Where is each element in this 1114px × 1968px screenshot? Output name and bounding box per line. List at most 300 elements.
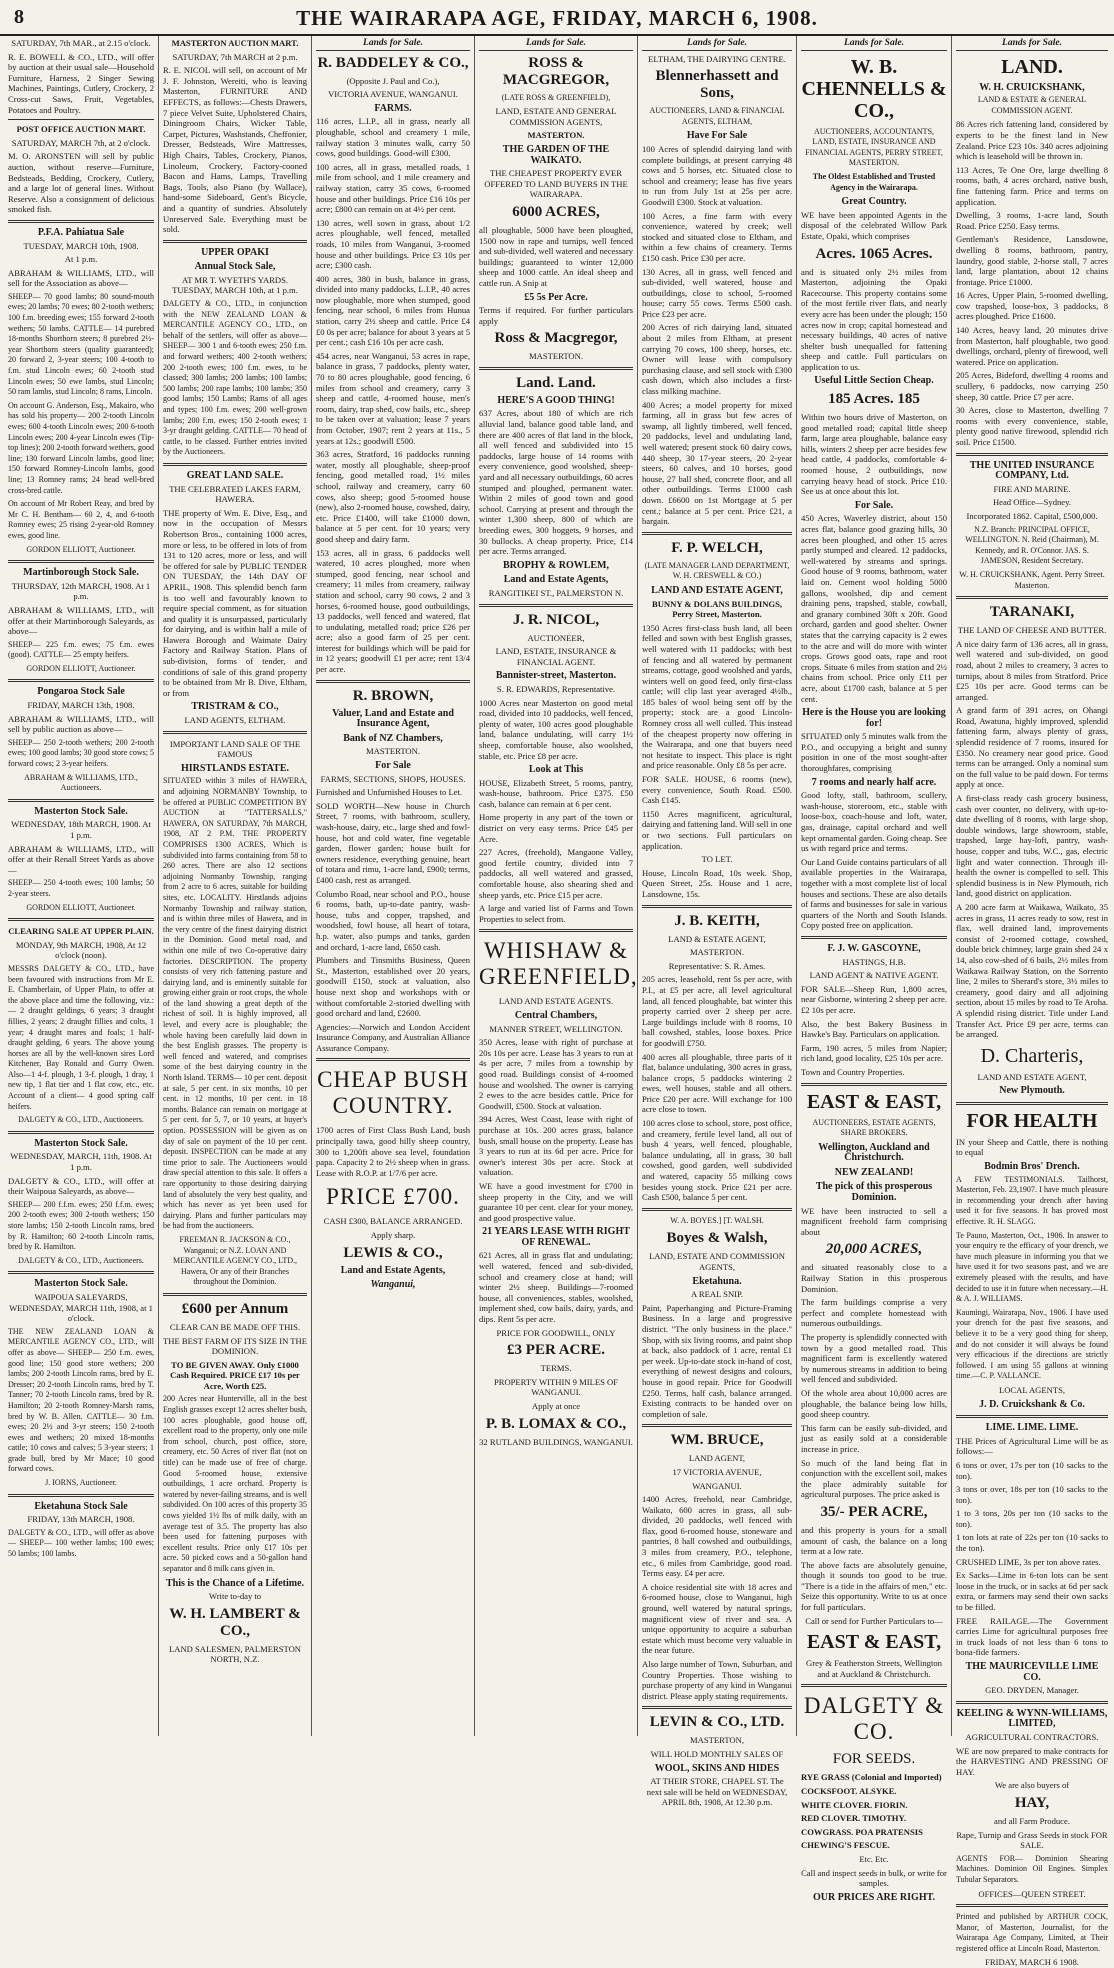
listing: 205 Acres, Bideford, dwelling 4 rooms and scullery, 6 paddocks, now carrying 250 sheep, 30 cattle. Price £7 per acre.	[956, 370, 1108, 402]
seed-item: COWGRASS. POA PRATENSIS	[801, 1826, 923, 1837]
ad-body: Within two hours drive of Masterton, on good metalled road; capital little sheep farm, large area ploughable, balance easy hills, winters 2 sheep per acre besides few head cattle, 4 paddocks, comfortable 4-roomed house, 2 outbuildings, now carrying heavy head of stock. Price £10. See us at once about this lot.	[801, 412, 947, 497]
ad-heading: Masterton Stock Sale.	[34, 1278, 128, 1290]
listing: 100 acres, all in grass, metalled roads, 1 mile from school, and 1 mile creamery and railway station, carry 35 cows, 6-roomed house and other buildings. Price £16 10s per acre; £800 can remain on at 4½ per cent.	[316, 161, 470, 215]
ad-subheading: Bank of NZ Chambers,	[343, 732, 443, 744]
ad-subheading: BUNNY & DOLANS BUILDINGS, Perry Street, Masterton.	[651, 598, 783, 620]
ad-subheading: Annual Stock Sale,	[194, 261, 276, 273]
listing: A nice dairy farm of 136 acres, all in grass, well watered and sub-divided, on good road, about 2 miles to creamery, 3 acres to turnips, about 8 miles from Stratford. Price £25 10s per acre. Good terms can be arranged.	[956, 638, 1108, 702]
ad-subheading: Have For Sale	[686, 130, 748, 142]
seed-item: RED CLOVER. TIMOTHY.	[801, 1813, 907, 1824]
ad-subheading: LAND AGENT & NATIVE AGENT.	[809, 970, 939, 981]
listing: A grand farm of 391 acres, on Ohangi Road, Awatuna, highly improved, splendid fattening farm, always plenty of grass, splendid residence of 7 rooms, insured for £350. No creamery near good price. Good terms can be arranged. Only a nominal sum on the full value to be paid down. For terms apply at once.	[956, 705, 1108, 790]
listing: Columbo Road, near school and P.O., house 6 rooms, bath, up-to-date pantry, wash-house, tubs and copper, trapshed, and woodshed, fowl house, all heart of totara, h.p. water, also pumps and tanks, garden and orchard, 1-acre land, £650 cash.	[316, 888, 470, 952]
ad-heading: £600 per Annum	[181, 1300, 289, 1317]
ad-heading: UPPER OPAKI	[201, 246, 269, 258]
listing: Dwelling, 3 rooms, 1-acre land, South Road. Price £250. Easy terms.	[956, 210, 1108, 231]
listing: FOR SALE—Sheep Run, 1,800 acres, near Gisborne, wintering 2 sheep per acre. £2 10s per acre.	[801, 983, 947, 1015]
ad-subheading: MASTERTON,	[690, 1735, 744, 1746]
ad-date: WAIPOUA SALEYARDS, WEDNESDAY, MARCH 11th, 1908, at 1 o'clock.	[9, 1291, 153, 1324]
ad-heading: CHEAP BUSH COUNTRY.	[317, 1067, 469, 1119]
ad-heading: Land. Land.	[516, 374, 596, 391]
ad-heading: Masterton Stock Sale.	[34, 805, 128, 817]
ad-highlight: 185 Acres. 185	[828, 391, 920, 408]
ad-body: all ploughable, 5000 have been ploughed, 1500 now in rape and turnips, well fenced and sub-divided, well watered and necessary buildings; guaranteed to winter 12,000 sheep and 1000 cattle. An ideal sheep and cattle run. A Snip at	[479, 224, 633, 288]
listing: 116 acres, L.I.P., all in grass, nearly all ploughable, school and creamery 1 mile, railway station 3 minutes walk, carry 50 cows, good buildings. Good-will £300.	[316, 116, 470, 159]
ad-heading: FOR HEALTH	[966, 1109, 1098, 1132]
ad-subheading: MASTERTON.	[366, 746, 420, 757]
listing: 200 Acres of rich dairying land, situated about 2 miles from Eltham, at present carrying 70 cows, 100 sheep, horses, etc. Owner will lease with compulsory purchasing clause, and sell stock with £300 cash down, which also includes a first-class milking machine.	[642, 322, 792, 397]
ad-body: THE BEST FARM OF ITS SIZE IN THE DOMINION.	[163, 1335, 307, 1357]
ad-heading: Eketahuna Stock Sale	[34, 1500, 128, 1512]
ad-subheading: LAND & ESTATE & GENERAL COMMISSION AGENT.	[977, 95, 1087, 115]
ad-signature: GORDON ELLIOTT, Auctioneer.	[26, 902, 136, 912]
ad-subheading: FARMS.	[374, 102, 412, 114]
ad-heading: TARANAKI,	[989, 604, 1075, 621]
imprint: Printed and published by ARTHUR COCK, Manor, of Masterton, Journalist, for the Wairarapa Age Company, Limited, at Their registered office at Lincoln Road, Masterton.	[956, 1912, 1108, 1953]
section-heading: Lands for Sale.	[479, 38, 633, 51]
listing: 400 Acres; a model property for mixed farming, all in grass but few acres of swamp, all lightly timbered, well fenced, 20 paddocks, level and undulating land, well watered; present stock 60 dairy cows, 440 sheep, 30 17-year steers, 20 2-year steers, 60 calves, and 10 horses, good house, 27 ball shed, concrete floor, and all other outbuildings. Terms £1000 cash down. £6600 on 1st Mortgage at 5 per cent.; balance at 5 per cent. Price £21, a bargain.	[642, 399, 792, 527]
listing: Town and Country Properties.	[801, 1066, 905, 1077]
column-rule	[311, 36, 312, 1736]
listing: 621 Acres, all in grass flat and undulating; well watered, fenced and sub-divided, school and creamery close at hand; will winter 2½ sheep. Buildings—7-roomed house, all conveniences, stables, woolshed, implement shed, cow bails, dairy, yards, and dips. Rent 5s per acre.	[479, 1250, 633, 1325]
ad-body: THE Prices of Agricultural Lime will be as follows:—	[956, 1435, 1108, 1457]
listing: 205 acres, leasehold, rent 5s per acre, with P.I., at £5 per acre, all level agricultural land, all fenced ploughable, bat winter this property carried over 2 sheep per acre. Large buildings include with 8 rooms, 10 ball cowshed, stables, loose boxes. Price for goodwill £750.	[642, 974, 792, 1048]
listing: 363 acres, Stratford, 16 paddocks running water, mostly all ploughable, sheep-proof fencing, good metalled road, 1½ miles school, railway and creamery, carry 60 cows, also sheep; good 5-roomed house (new), also 2-roomed house, cowshed, dairy, etc. Price £1400, will take £1000 down, balance at 5 per cent. for 10 years; very good sheep and dairy farm.	[316, 449, 470, 544]
ad-body: The above facts are absolutely genuine, though it sounds too good to be true. "There is a tide in the affairs of men," etc. Seize this opportunity. Write to us at once for full particulars.	[801, 1559, 947, 1613]
ad-body: THE NEW ZEALAND LOAN & MERCANTILE AGENCY CO., LTD., will offer as above— SHEEP— 250 f.m. ewes, good line; 150 good store wethers; 200 lambs; 200 2-tooth Lincoln rams, bred by E. Dresser; 20 2-tooth Lincoln rams, bred by T. Tanner; 70 2-tooth Lincoln rams, bred by R. Hamilton; 20 2-tooth Romney-Marsh rams, bred by W. B. Allen. CATTLE— 30 f.m. ewes; 20 2½ and 3-yr steers; 150 2-tooth ewes and wethers; 20 mixed 18-months cattle; 10 cows and calves; 5 3-year steers; 1 grade bull, bred by Mr Mace; 10 good forward cows.	[8, 1326, 154, 1474]
ad-body: ABRAHAM & WILLIAMS, LTD., will offer at their Renall Street Yards as above—	[8, 843, 154, 875]
ad-body: and this property is yours for a small amount of cash, the balance on a long term at a low rate.	[801, 1524, 947, 1557]
ad-body: PRICE FOR GOODWILL, ONLY	[496, 1327, 616, 1338]
ad-body: Terms if required. For further particulars apply	[479, 305, 633, 326]
ad-body: Kaumingi, Wairarapa, Nov., 1906. I have used your drench for the past five seasons, and believe it to be a very good thing for sheep, and do not consider it will always be found very efficacious if the directions are strictly followed. I am using 55 gallons at winning time.—C. P. VALLANCE.	[956, 1307, 1108, 1381]
ad-highlight: £3 PER ACRE.	[507, 1342, 605, 1359]
column-5	[639, 38, 795, 1808]
ad-signature: J. D. Cruickshank & Co.	[979, 1398, 1085, 1410]
column-4	[476, 38, 636, 1736]
ad-date: WEDNESDAY, MARCH, 11th, 1908. At 1 p.m.	[10, 1151, 152, 1173]
ad-subheading: TERMS.	[540, 1363, 572, 1374]
listing: A 200 acre farm at Waikawa, Waikato, 35 acres in grass, 11 acres ready to sow, rest in flax, well drained land, improvements consist of 2-roomed cottage, cowshed, double brick chimney, large grain shed 24 x 14, also cow-shed of 6 bails, 2½ miles from Waikawa Railway Station, on the Sorrento line, 2 miles to Sherard's store, 3½ miles to creamery, good dairy and all adjoining section, about 15 miles by road to Te Aroha. A splendid rising district. Title under Land Transfer Act. Price £9 per acre, terms can be arranged.	[956, 901, 1108, 1040]
ad-heading: POST OFFICE AUCTION MART.	[16, 124, 146, 135]
ad-subheading: S. R. EDWARDS, Representative.	[496, 683, 616, 694]
lime-price-item: 1 to 3 tons, 20s per ton (10 sacks to the ton).	[956, 1508, 1108, 1529]
ad-heading: Boyes & Walsh,	[666, 1230, 768, 1247]
listing: WE have a good investment for £700 in sheep property in the City, and we will guarantee 10 per cent. clear for your money, and good prospective value.	[479, 1180, 633, 1223]
ad-heading: WHISHAW & GREENFIELD,	[479, 938, 638, 990]
listing: Also, the best Bakery Business in Hawke's Bay. Particulars on application.	[801, 1018, 947, 1040]
ad-date: SATURDAY, MARCH 7th, at 2 o'clock.	[11, 137, 151, 148]
ad-body: Etc. Etc.	[859, 1854, 889, 1864]
ad-list: SHEEP— 70 good lambs; 80 sound-mouth ewes; 20 lambs; 70 ewes; 80 2-tooth wethers; 100 f.m. breeding ewes; 155 forward 2-tooth wethers; 50 lambs. CATTLE— 14 purebred 18-months Shorthorn steers; 8 purebred 2½-year Shorthorn steers (quality guaranteed); 20 forward 2, 3-year steers; 100 4-tooth to f.m. stud Lincoln ewes; 60 2-tooth stud Lincoln ewes; 50 ewe lambs, stud Lincoln; 50 ram lambs, stud Lincoln; 8 rams, Lincoln.	[8, 291, 154, 397]
listing: 100 Acres of splendid dairying land with complete buildings, at present carrying 48 cows and 5 horses, etc. Situated close to school and creamery; lease has five years to run from July 1st at 25s per acre. Goodwill £300. Stock at valuation.	[642, 143, 792, 207]
page-number: 8	[14, 6, 24, 28]
ad-body: A FEW TESTIMONIALS. Tailhorst, Masterton, Feb. 23,1907. I have much pleasure in recommending your drench after having used it for five seasons. It has proved most effective. R. H. SLAGG.	[956, 1174, 1108, 1227]
ad-highlight: Bodmin Bros' Drench.	[984, 1161, 1080, 1173]
listing: A first-class ready cash grocery business, cash over counter, no delivery, with up-to-date dwelling of 8 rooms, with large shop, double windows, large showroom, stable, trapshed, large hay-loft, pantry, wash-house, copper and tubs, W.C., gas, electric light and water connection. Through ill-health the owner is compelled to sell. This splendid business is in New Plymouth, rich land, good district on application.	[956, 793, 1108, 899]
listing: 140 Acres, heavy land, 20 minutes drive from Masterton, half ploughable, two good dwellings, orchard, plenty of firewood, well watered. Price on application.	[956, 325, 1108, 367]
ad-list: SHEEP— 200 f.f.m. ewes; 250 f.f.m. ewes; 200 2-tooth ewes; 300 2-tooth wethers; 150 store lambs; 150 2-tooth Lincoln rams, bred by R. Hamilton; 60 2-tooth Lincoln rams, bred by R. Hamilton.	[8, 1199, 154, 1252]
ad-subheading: Incorporated 1862. Capital, £500,000.	[966, 510, 1098, 521]
ad-signature: J. IORNS, Auctioneer.	[45, 1478, 117, 1488]
ad-signature: LEWIS & CO.,	[343, 1244, 443, 1261]
ad-body: M. O. ARONSTEN will sell by public auction, without reserve—Furniture, Bedsteads, Bedding, Crockery, Cutlery, and a large lot of general lines. Without Reserve. Also a consignment of delicious smoked fish.	[8, 151, 154, 215]
ad-highlight: 20,000 ACRES,	[825, 1241, 923, 1258]
ad-body: AT THEIR STORE, CHAPEL ST. The next sale will be held on WEDNESDAY, APRIL 8th, 1908, At 12.30 p.m.	[646, 1776, 788, 1808]
ad-subheading: LAND, ESTATE AND GENERAL COMMISSION AGENTS,	[495, 106, 617, 127]
ad-body: WE have been instructed to sell a magnificent freehold farm comprising about	[801, 1205, 947, 1237]
ad-signature: Wanganui,	[370, 1279, 416, 1291]
column-rule	[796, 36, 797, 1736]
column-6	[798, 38, 950, 1903]
ad-subheading: ELTHAM, THE DAIRYING CENTRE.	[648, 53, 786, 64]
ad-body: DALGETY & CO., LTD., in conjunction with the NEW ZEALAND LOAN & MERCANTILE AGENCY CO., LTD., on behalf of the settlers, will offer as above— SHEEP— 300 1 and 6-tooth ewes; 250 f.m. and forward wethers; 400 2-tooth wethers; 200 2-tooth ewes; 100 f.m. ewes, to be classed; 300 lambs; 200 lambs; 100 lambs; 500 lambs; 200 rape lambs; 100 lambs; 350 good lambs; 150 Lambs; Rams of all ages and types; 100 f.m. ewes; 200 well-grown lambs; 200 f.m. ewes; 150 2-tooth ewes; 1 3-yr draught gelding. CATTLE— 70 head of cattle, to be classed. Further entries invited by the Auctioneers.	[163, 299, 307, 457]
ad-heading: W. B. CHENNELLS & CO.,	[801, 55, 947, 122]
ad-subheading: MASTERTON.	[527, 130, 585, 141]
listing: SOLD WORTH—New house in Church Street, 7 rooms, with bathroom, scullery, wash-house, dairy, etc., large shed and fowl-house, hot and cold water, fine vegetable garden, flower garden; house built for owners residence, everything genuine, heart of totara and rimu, 1-acre land, £900; terms, £400 cash, rest as arranged.	[316, 800, 470, 885]
listing: A large and varied list of Farms and Town Properties to select from.	[479, 903, 633, 924]
ad-subheading: THE LAND OF CHEESE AND BUTTER.	[957, 625, 1107, 636]
ad-heading: CLEARING SALE AT UPPER PLAIN.	[8, 926, 154, 937]
ad-heading: MASTERTON AUCTION MART.	[171, 38, 299, 48]
ad-body: Apply sharp.	[370, 1230, 416, 1241]
listing: Also large number of Town, Suburban, and Country Properties. Those wishing to purchase property of any kind in Wanganui district. Please apply stating requirements.	[642, 1659, 792, 1701]
ad-subheading: (LATE MANAGER LAND DEPARTMENT, W. H. CRESWELL & CO.)	[644, 560, 790, 581]
listing: 637 Acres, about 180 of which are rich alluvial land, balance good table land, and there are 400 acres of flat land in the block, all well fenced and subdivided into 15 paddocks, large house of 14 rooms with every convenience, good woolshed, sheep-yard and all necessary outbuildings, 60 acres stumped and ploughed, permanent water. Within 2 miles of good town and good school. Carrying at present and through the winter 1,300 sheep, 800 of which are breeding ewes, 300 hoggets, 9 horses, and 30 bullocks. A cheap property. Price, £14 per acre. Terms arranged.	[479, 408, 633, 557]
lime-price-item: 1 ton lots at rate of 22s per ton (10 sacks to the ton).	[956, 1532, 1108, 1554]
ad-subheading: The pick of this prosperous Dominion.	[815, 1181, 933, 1204]
ad-signature: P. B. LOMAX & CO.,	[485, 1415, 627, 1432]
ad-highlight: OUR PRICES ARE RIGHT.	[812, 1891, 936, 1903]
ad-date: THURSDAY, 12th MARCH, 1908. At 1 p.m.	[11, 580, 151, 602]
listing: 1350 Acres first-class bush land, all been felled and sown with best English grasses, well watered with 11 paddocks; with best of fencing and all watered by permanent streams, cottage, good woolshed and yards, winters well on good feed, only first-class cattle; will clip last year averaged 4½lb., 185 bales of wool being sent off by the property; stock are a good Lincoln-Romney cross all well culled. This instead of the cheapest property now offering in the Wairarapa, and one that buyers need not hesitate to inspect. This place is right and price reasonable. Only £8 5s per acre.	[642, 622, 792, 771]
ad-heading: KEELING & WYNN-WILLIAMS, LIMITED,	[956, 1707, 1108, 1730]
listing: 394 Acres, West Coast, lease with right of purchase at 10s. 200 acres grass, balance bush, small house on the property. Lease has 3 years to run at its 6d per acre. Price for owner's interest 30s per acre. Stock at valuation.	[479, 1114, 633, 1178]
ad-signature: New Plymouth.	[999, 1085, 1065, 1097]
section-heading: Lands for Sale.	[316, 38, 470, 51]
ad-body: Good lofty, stall, bathroom, scullery, wash-house, storeroom, etc., stable with loose-box, coach-house and loft, water, gas, drainage, capital orchard and well kept ornamental garden. Going cheap. See us with regard price and terms.	[801, 790, 947, 854]
ad-heading: HIRSTLANDS ESTATE.	[181, 762, 289, 774]
ad-body: Our Land Guide contains particulars of all available properties in the Wairarapa, together with a most complete list of local houses and sections. These are also details of farms and businesses for sale in various quarters of the North and South Islands. Copy posted free on application.	[801, 856, 947, 931]
ad-heading: LEVIN & CO., LTD.	[649, 1714, 785, 1731]
ad-signature: Ross & Macgregor,	[494, 330, 618, 347]
ad-signature: TRISTRAM & CO.,	[191, 701, 279, 713]
ad-body: R. E. NICOL will sell, on account of Mr J. F. Johnston, Wereiti, who is leaving Masterton, FURNITURE AND EFFECTS, as follows:—Chests Drawers, 7 piece Velvet Suite, Upholstered Chairs, Diningroom Chairs, Wicker Table, Carpet, Pictures, Washstands, Cheffonier, Dresser, Bedsteads, Wire Mattresses, High Chairs, Tables, Crockery, Pianos, Linoleum, Crockery, Factory-cooned Bacon and Hams, Lamps, Travelling Bags, Tools, also Piano (by Wallace), hand-some Sideboard, Gent's Bicycle, and a quantity of sundries. Absolutely Unreserved Sale. Everything must be sold.	[163, 65, 307, 235]
ad-subheading: LAND AND ESTATE AGENT,	[651, 584, 783, 596]
ad-body: 450 Acres, Waverley district, about 150 acres flat, balance good grazing hills, 30 acres been ploughed, and other 15 acres partly stumped and cleared. 12 paddocks, well-watered by streams and springs. Good house of 9 rooms, bathroom, water laid on. Cement wool holding 5000 gallons, woolshed, dip and cement draining pens, trapshed, stable, cowball, and granary combined 30ft x 20ft. Good orchard, garden and good shelter. Owner states that the carrying capacity is 2 ewes to the acre and will do more with winter crops. Grows good oats, rape and root crops. Situate 6 miles from station and 2½ chains from school. Price only £11 per acre, about £1700 cash, balance at 5 per cent.	[801, 513, 947, 704]
imprint-date: FRIDAY, MARCH 6 1908.	[985, 1957, 1079, 1968]
ad-subheading: The Oldest Established and Trusted Agency in the Wairarapa.	[812, 171, 936, 192]
ad-body: The farm buildings comprise a very perfect and complete homestead with numerous outbuildings.	[801, 1297, 947, 1329]
ad-body: DALGETY & CO., LTD., will offer as above— SHEEP— 100 wether lambs; 100 ewes; 50 lambs; 100 lambs.	[8, 1527, 154, 1559]
listing: 400 acres all ploughable, three parts of it flat, balance undulating, 300 acres in grass, balance crops, 5 paddocks wintering 2 ewes, well houses, stable and all others. Price £20 per acre. Will exchange for 100 acre close to town.	[642, 1051, 792, 1115]
ad-subheading: AGRICULTURAL CONTRACTORS.	[965, 1731, 1099, 1742]
ad-body: Write to-day to	[208, 1591, 262, 1602]
ad-body: On account of Mr Robert Reay, and bred by Mr C. H. Bentham— 60 2, 4, and 6-tooth Romney ewes; 25 rising 2-year-old Romney ewes, good line.	[8, 499, 154, 540]
ad-heading: Blennerhassett and Sons,	[655, 68, 779, 102]
ad-subheading: HERE'S A GOOD THING!	[497, 394, 615, 406]
listing: 113 Acres, Te One Ore, large dwelling 8 rooms, bath, 4 acres orchard, native bush, fine fattening farm. Price and terms on application.	[956, 164, 1108, 207]
ad-body: 200 Acres near Hunterville, all in the best English grasses except 12 acres shelter bush, 100 acres ploughable, good house off, excellent road to the property, only one mile from school, church, post office, store, creamery, etc. 50 Acres of river flat (not on title) can be made use of free of charge. Good 5-roomed house, extensive outbuildings, 1 acre orchard. Property is watered by never-failing streams, and is well subdivided. On 100 acres of this property 35 cows yielded 1½ lbs of milk daily, with an average test of 3.5. The property has also been used for fattening purposes with excellent results. Price only £17 10s per acre. 50 picked cows and a 50-gallon hand separator and 8 milk cans given in.	[163, 1394, 307, 1573]
lime-price-item: 6 tons or over, 17s per ton (10 sacks to the ton).	[956, 1459, 1108, 1481]
ad-subheading: Eketahuna.	[692, 1275, 742, 1287]
ad-subheading: Useful Little Section Cheap.	[814, 375, 934, 387]
listing: Paint, Paperhanging and Picture-Framing Business. In a large and progressive district. "The only business in the place." Shop, with six living rooms, and paint shop at back, also paddock of 1 acre, rental £1 per week. Up-to-date stock in-hand of cost, everything of newest designs and colours, house in good repair. Price for Goodwill £250. Terms, half cash, balance arranged. Existing contracts to be handed over on completion of sale.	[642, 1302, 792, 1419]
ad-subheading: Look at This	[528, 764, 584, 776]
listing: 1000 Acres near Masterton on good metal road, divided into 10 paddocks, well fenced, plenty of water, 100 acres good ploughable land, balance undulating, will carry 1½ sheep, comfortable house, also woolshed, stable, etc. Price £8 per acre.	[479, 697, 633, 761]
ad-body: and is situated only 2½ miles from Masterton, adjoining the Opaki Racecourse. This property contains some of the most fertile river flats, and nearly every acre has been under the plough; 150 acres now in crop; capital homestead and necessary buildings, 40 acres of native shelter bush unequalled for fattening sheep and cattle. Full particulars on application to us.	[801, 266, 947, 372]
ad-date: WEDNESDAY, 18th MARCH, 1908. At 1 p.m.	[11, 819, 151, 840]
ad-subheading: NEW ZEALAND!	[834, 1166, 914, 1178]
column-3	[313, 38, 473, 1736]
ad-heading: J. B. KEITH,	[674, 912, 760, 929]
ad-signature: 32 RUTLAND BUILDINGS, WANGANUI.	[479, 1436, 633, 1447]
ad-body: and situated reasonably close to a Railway Station in this prosperous Dominion.	[801, 1262, 947, 1294]
listing: Furnished and Unfurnished Houses to Let.	[316, 787, 463, 798]
ad-body: SITUATED only 5 minutes walk from the P.O., and occupying a bright and sunny position in one of the most sought-after thoroughfares, comprising	[801, 731, 947, 774]
ad-subheading: LAND, ESTATE AND COMMISSION AGENTS,	[649, 1251, 785, 1272]
seed-item: WHITE CLOVER. FIORIN.	[801, 1799, 908, 1810]
ad-body: This farm can be easily sub-divided, and just as easily sold at a considerable increase in price.	[801, 1422, 947, 1454]
ad-subheading: MANNER STREET, WELLINGTON.	[489, 1023, 623, 1034]
ad-heading: LAND.	[1001, 55, 1063, 78]
ad-heading: IMPORTANT LAND SALE OF THE FAMOUS	[169, 738, 301, 760]
ad-subheading: For Sale.	[854, 499, 894, 511]
ad-subheading: OFFICES—QUEEN STREET.	[978, 1888, 1086, 1899]
ad-body: We are also buyers of	[994, 1780, 1070, 1791]
ad-heading: EAST & EAST,	[806, 1090, 942, 1113]
ad-date: MONDAY, 9th MARCH, 1908, At 12 o'clock (noon).	[15, 939, 147, 961]
section-heading: Lands for Sale.	[642, 38, 792, 51]
listing: 30 Acres, close to Masterton, dwelling 7 rooms with every convenience, stable, plenty good native firewood, splendid rich soil. Price £1500.	[956, 405, 1108, 447]
listing: 1700 acres of First Class Bush Land, bush principally tawa, good hilly sheep country, 300 to 1,200ft above sea level, foundation papa. Capacity 2 to 2½ sheep when in grass. Lease with R.O.P. at 1/7/6 per acre.	[316, 1125, 470, 1178]
ad-subheading: A REAL SNIP.	[691, 1289, 743, 1300]
ad-signature: RANGITIKEI ST., PALMERSTON N.	[488, 587, 624, 598]
ad-heading: DALGETY & CO.	[803, 1693, 945, 1745]
ad-subheading: Great Country.	[841, 196, 907, 208]
ad-body: TO BE GIVEN AWAY. Only £1000 Cash Required. PRICE £17 10s per Acre, Worth £25.	[170, 1359, 300, 1391]
ad-signature: GORDON ELLIOTT, Auctioneer.	[26, 663, 136, 673]
listing: 454 acres, near Wanganui, 53 acres in rape, balance in grass, 7 paddocks, plenty water, 70 to 80 acres ploughable, good fencing, 6 miles from school and creamery, carry 3 sheep and cattle, 4-roomed house, men's room, dairy, trap shed, cow bails, etc., sheep to be taken over at valuation; lease 7 years from October, 1907; rent 2 years at 11s., 5 years at 12s.; goodwill £500.	[316, 350, 470, 446]
ad-body: SITUATED within 3 miles of HAWERA, and adjoining NORMANBY Township, to be offered at PUBLIC COMPETITION BY AUCTION at "TATTERSALLS," HAWERA, ON SATURDAY, 7th MARCH, 1908, AT 2 P.M. THE PROPERTY COMPRISES 1300 ACRES, Which is subdivided into farms containing from 58 to 260 acres. There are also 12 sections adjoining Normanby Township, ranging from 2 acre to 6 acres, suitable for building sites, etc. LOCALITY. Hirstlands adjoins Normanby Township and railway station, and is within three miles of Hawera, and in the very centre of the finest dairying district in the Dominion. Good metal road, and within one mile of two Co-operative dairy factories. DESCRIPTION. The property consists of very rich fattening pasture and dairying land, and is eminently suitable for growing either grain or root crops, the whole of the land showing a great depth of the richest of soil. It is highly improved, all level, and every acre is ploughable; the whole having been carefully laid down in the best English grasses. The property is well fenced and watered, and comprises some of the best dairying country in the North Island. TERMS— 10 per cent. deposit at sale, 5 per cent. in six months, 10 per cent. in 12 months, 10 per cent. in 18 months. Balance can remain on mortgage at 5 per cent. for 5, 7, or 10 years, at buyer's option. POSSESSION will be given as on day of sale on payment of the 10 per cent. deposit. INSPECTION can be made at any time prior to sale. The Auctioneers would draw special attention to this sale. It offers a rare opportunity to those desiring dairying land of absolutely the very best quality, and which has never as yet been used for dairying. Plans and further particulars may be had from the auctioneers.	[163, 776, 307, 1231]
ad-body: Call and inspect seeds in bulk, or write for samples.	[801, 1867, 947, 1889]
column-rule	[951, 36, 952, 1736]
ad-subheading: LOCAL AGENTS,	[998, 1384, 1066, 1395]
ad-body: The property is splendidly connected with town by a good metalled road. This magnificent farm is excellently watered by numerous streams in addition to being well fenced and subdivided.	[801, 1332, 947, 1385]
ad-signature: Land and Estate Agents,	[340, 1264, 446, 1276]
ad-signature: EAST & EAST,	[806, 1631, 942, 1654]
seed-list	[801, 1772, 947, 1851]
newspaper-title: THE WAIRARAPA AGE, FRIDAY, MARCH 6, 1908.	[296, 6, 818, 30]
ad-subheading: LAND AND ESTATE AGENTS.	[498, 996, 614, 1007]
ad-signature: W. H. CRUICKSHANK, Agent. Perry Street. Masterton.	[959, 569, 1105, 590]
ad-subheading: THE GARDEN OF THE WAIKATO.	[502, 143, 610, 166]
ad-highlight: 35/- PER ACRE,	[820, 1503, 928, 1520]
ad-heading: P.F.A. Pahiatua Sale	[37, 226, 125, 238]
listing: House, Lincoln Road, 10s week. Shop, Queen Street, 25s. House and 1 acre, Lansdowne, 15s.	[642, 867, 792, 899]
ad-subheading: CLEAR CAN BE MADE OFF THIS.	[169, 1321, 301, 1332]
listing: 153 acres, all in grass, 6 paddocks well watered, 10 acres ploughed, more when stumped, good fencing, near school and creamery; 11 miles from creamery, railway station and school, carry 90 cows, 2 and 3 horses, 6-roomed house, good outbuildings, 13 paddocks, well fenced and watered, flat to undulating, metalled road; price £26 per acre; also a good farm of 25 per cent. interest for buildings which will be paid for in 12 years; goodwill £1 per acre; rent 13/4 per acre.	[316, 547, 470, 675]
ad-body: FREE RAILAGE.—The Government carries Lime for agricultural purposes free in truck loads of not less than 6 tons to bona-fide farmers.	[956, 1615, 1108, 1658]
ad-heading: THE UNITED INSURANCE COMPANY, Ltd.	[969, 459, 1095, 482]
ad-body: Of the whole area about 10,000 acres are ploughable, the balance being low hills, good sheep country.	[801, 1387, 947, 1420]
listing: 130 acres, well sown in grass, about 1/2 acres ploughable, well fenced, metalled roads, 10 miles from Wanganui, 3-roomed house and other buildings. Price £3 10s per acre; £300 cash.	[316, 217, 470, 271]
ad-heading: PRICE £700.	[326, 1184, 460, 1210]
ad-subheading: AUCTIONEERS, ACCOUNTANTS, LAND, ESTATE, INSURANCE AND FINANCIAL AGENTS, PERRY STREET, MASTERTON.	[805, 126, 943, 168]
ad-heading: R. BROWN,	[352, 687, 434, 704]
listing: Agencies:—Norwich and London Accident Insurance Company, and Australian Alliance Assurance Company.	[316, 1021, 470, 1053]
ad-subheading: (Opposite J. Paul and Co.),	[346, 75, 440, 86]
ad-subheading: and all Farm Produce.	[994, 1815, 1070, 1826]
ad-subheading: (LATE ROSS & GREENFIELD),	[501, 92, 611, 102]
ad-time: At 1 p.m.	[64, 254, 98, 265]
ad-heading: J. R. NICOL,	[512, 611, 600, 628]
listing: Farm, 190 acres, 5 miles from Napier; rich land, good locality, £25 10s per acre.	[801, 1042, 947, 1064]
column-rule	[158, 36, 159, 1736]
ad-subheading: FOR SEEDS.	[832, 1751, 916, 1768]
ad-signature: GORDON ELLIOTT, Auctioneer.	[26, 544, 136, 554]
ad-signature: LAND SALESMEN, PALMERSTON NORTH, N.Z.	[168, 1643, 302, 1665]
ad-subheading: AUCTIONEERS, LAND & FINANCIAL AGENTS, ELTHAM,	[649, 106, 785, 126]
section-heading: Lands for Sale.	[801, 38, 947, 51]
ad-signature: THE MAURICEVILLE LIME CO.	[965, 1661, 1099, 1683]
ad-highlight: 7 rooms and nearly half acre.	[811, 776, 937, 788]
section-heading: Lands for Sale.	[956, 38, 1108, 51]
ad-body: So much of the land being flat in conjunction with the excellent soil, makes the place admirably suitable for agricultural purposes. The price asked is	[801, 1457, 947, 1500]
listing: 400 acres, 380 in bush, balance in grass, divided into many paddocks, L.I.P., 40 acres now ploughable, more when stumped, good fencing, near school, 6 miles from Hunua station, carry 2½ sheep and cattle. Price £4 £0 0s per acre; balance for about 3 years at 5 per cent.; cash £16 10s per acre cash.	[316, 273, 470, 348]
ad-list: SHEEP— 225 f.m. ewes; 75 f.m. ewes (good). CATTLE— 25 empty heifers.	[8, 639, 154, 660]
ad-highlight: £5 5s Per Acre.	[524, 291, 588, 303]
ad-signature: LAND AGENTS, ELTHAM.	[184, 715, 286, 726]
listing: A choice residential site with 18 acres and 6-roomed house, close to Wanganui, high ground, well watered by natural springs, magnificent view of river and sea. A unique opportunity to acquire a suburban estate which must become very valuable in the near future.	[642, 1581, 792, 1656]
ad-body: ABRAHAM & WILLIAMS, LTD., will offer at their Martinborough Saleyards, as above—	[8, 604, 154, 637]
ad-subheading: HASTINGS, H.B.	[842, 956, 906, 967]
ad-signature: W. A. BOYES.] [T. WALSH.	[670, 1215, 764, 1225]
ad-signature: GEO. DRYDEN, Manager.	[985, 1685, 1079, 1696]
ad-date: FRIDAY, MARCH 13th, 1908.	[27, 700, 135, 711]
ad-signature: W. H. LAMBERT & CO.,	[169, 1605, 301, 1639]
ad-body: Ex Sacks—Lime in 6-ton lots can be sent loose in the truck, or in sacks at 6d per sack extra, or farmers may send their own sacks to be filled.	[956, 1570, 1108, 1613]
ad-heading: LIME. LIME. LIME.	[985, 1422, 1079, 1434]
ad-signature: Land and Estate Agents,	[503, 574, 609, 586]
ad-subheading: 21 YEARS LEASE WITH RIGHT OF RENEWAL.	[482, 1226, 630, 1248]
ad-body: AGENTS FOR— Dominion Shearing Machines. Dominion Oil Engines. Simplex Tubular Separators.	[956, 1853, 1108, 1884]
ad-signature: DALGETY & CO., LTD., Auctioneers.	[18, 1115, 144, 1125]
ad-subheading: Wellington, Auckland and Christchurch.	[818, 1141, 930, 1164]
ad-subheading: TO LET.	[701, 854, 733, 865]
ad-subheading: This is the Chance of a Lifetime.	[165, 1577, 305, 1589]
ad-subheading: Representative: S. R. Ames.	[668, 960, 766, 971]
ad-body: IN your Sheep and Cattle, there is nothing to equal	[956, 1136, 1108, 1158]
ad-body: WILL HOLD MONTHLY SALES OF	[650, 1748, 784, 1759]
ad-signature: BROPHY & ROWLEM,	[502, 559, 609, 571]
lime-price-list	[956, 1460, 1108, 1567]
ad-subheading: THE CELEBRATED LAKES FARM, HAWERA.	[169, 483, 301, 505]
listing: FOR SALE. HOUSE, 6 rooms (new), every convenience, South Road. £500. Cash £145.	[642, 774, 792, 806]
ad-body: DALGETY & CO., LTD., will offer at their Waipoua Saleyards, as above—	[8, 1175, 154, 1197]
column-7	[953, 38, 1111, 1968]
ad-date: AT MR T. WYETH'S YARDS. TUESDAY, MARCH 10th, at 1 p.m.	[172, 274, 298, 296]
ad-subheading: LAND & ESTATE AGENT,	[668, 933, 766, 944]
ad-subheading: MASTERTON.	[690, 947, 744, 958]
ad-subheading: Central Chambers,	[514, 1010, 598, 1021]
ad-subheading: FIRE AND MARINE.	[993, 483, 1071, 494]
ad-heading: F. P. WELCH,	[671, 539, 763, 556]
masthead	[0, 0, 1114, 36]
listing: 227 Acres, (freehold), Mangaone Valley, good fertile country, divided into 7 paddocks, all well watered and grassed, comfortable house, also shearing shed and sheep yards, etc. Price £15 per acre.	[479, 847, 633, 900]
ad-signature: FREEMAN R. JACKSON & CO., Wanganui; or N.Z. LOAN AND MERCANTILE AGENCY CO., LTD., Hawera, Or any of their Branches throughout the Dominion.	[172, 1234, 298, 1287]
ad-subheading: LAND, ESTATE, INSURANCE & FINANCIAL AGENT.	[495, 646, 617, 667]
ad-highlight: WOOL, SKINS AND HIDES	[654, 1762, 780, 1774]
listing: 86 Acres rich fattening land, considered by experts to be the finest land in New Zealand. Price £23 10s. 340 acres adjoining which is leasehold will be thrown in.	[956, 119, 1108, 162]
ad-signature: MASTERTON.	[529, 351, 583, 362]
listing: 350 Acres, lease with right of purchase at 20s 10s per acre. Lease has 3 years to run at 4s per acre, 7 miles from a township by good road. Buildings consist of 4-roomed house and woolshed. The owner is carrying 2 ewes to the acre besides cattle. Price for Goodwill, £500. Stock at valuation.	[479, 1037, 633, 1111]
seed-item: RYE GRASS (Colonial and Imported)	[801, 1772, 942, 1783]
ad-date: TUESDAY, MARCH 10th, 1908.	[23, 240, 139, 251]
ad-heading: GREAT LAND SALE.	[186, 469, 284, 481]
listing: 1150 Acres magnificent, agricultural, dairying and fattening land. Will sell in one or two sections. Full particulars on application.	[642, 808, 792, 851]
ad-subheading: AUCTIONEER,	[527, 632, 585, 643]
ad-body: On account G. Anderson, Esq., Makairo, who has sold his property— 200 2-tooth Lincoln ewes; 600 4-tooth Lincoln ewes; 200 6-tooth Lincoln ewes; 200 4-year Lincoln ewes (Tip-top lines); 200 2-tooth forward wethers, good line; 130 forward Lincoln lambs, good line; 150 forward Romney-Lincoln lambs, good line; 13 Romney rams; 24 head well-bred cross-bred cattle.	[8, 400, 154, 495]
ad-body: THE CHEAPEST PROPERTY EVER OFFERED TO LAND BUYERS IN THE WAIRARAPA.	[484, 168, 628, 200]
listing: HOUSE, Elizabeth Street, 5 rooms, pantry, wash-house, bathroom. Price £375. £50 cash, balance can remain at 6 per cent.	[479, 777, 633, 809]
ad-highlight: Acres. 1065 Acres.	[815, 245, 933, 262]
ad-signature: Grey & Featherston Streets, Wellington and at Auckland & Christchurch.	[806, 1658, 942, 1679]
ad-date: SATURDAY, 7th MARCH at 2 p.m.	[172, 51, 298, 62]
listing: 100 acres close to school, store, post office, and creamery, fertile level land, all out of bush 4 years, well fenced, ploughable, balance undulating, all in grass, 30 ball cowshed, good garden, well subdivided and watered, capacity 55 milking cows besides young stock. Price £21 per acre. Cash £500, balance 5 per cent.	[642, 1118, 792, 1203]
column-rule	[474, 36, 475, 1736]
ad-highlight: HAY,	[1014, 1794, 1050, 1811]
seed-item: COCKSFOOT. ALSYKE.	[801, 1786, 897, 1797]
ad-heading: F. J. W. GASCOYNE,	[827, 942, 921, 954]
ad-list: SHEEP— 250 2-tooth wethers; 200 2-tooth ewes; 100 good lambs; 30 good store cows; 5 forward cows; 2 3-year heifers.	[8, 737, 154, 769]
ad-subheading: For Sale	[375, 760, 411, 772]
ad-signature: D. Charteris,	[980, 1044, 1084, 1067]
ad-signature: DALGETY & CO., LTD., Auctioneers.	[18, 1255, 144, 1265]
listing: Home property in any part of the town or district on very easy terms. Price £45 per Acre.	[479, 812, 633, 844]
ad-subheading: Valuer, Land and Estate and Insurance Agent,	[332, 707, 454, 730]
ad-body: ABRAHAM & WILLIAMS, LTD., will sell for the Association as above—	[8, 267, 154, 289]
ad-subheading: WANGANUI.	[692, 1480, 742, 1491]
listing: 100 Acres, a fine farm with every convenience, watered by creek; well stocked and situated close to Eltham, and within a few chains of creamery. Terms £150 cash. Price £30 per acre.	[642, 210, 792, 263]
ad-body: Apply at once	[531, 1401, 581, 1411]
ad-body: Te Pauno, Masterton, Oct., 1906. In answer to your enquiry re the efficacy of your drench, we have much pleasure in informing you that we have used it for two seasons past, and we are extremely pleased with the results, and have decided to use it in future when necessary.—H. & A. J. WILLIAMS.	[956, 1230, 1108, 1304]
ad-date: SATURDAY, 7th MAR., at 2.15 o'clock.	[11, 38, 151, 48]
ad-heading: Martinborough Stock Sale.	[23, 567, 139, 579]
ad-heading: R. BADDELEY & CO.,	[317, 54, 469, 71]
lime-price-item: 3 tons or over, 18s per ton (10 sacks to the ton).	[956, 1484, 1108, 1505]
ad-signature: ABRAHAM & WILLIAMS, LTD., Auctioneers.	[24, 772, 138, 793]
ad-subheading: 17 VICTORIA AVENUE,	[672, 1466, 762, 1477]
listing: Gentleman's Residence, Lansdowne, dwelling 8 rooms, bathroom, pantry, laundry, good stable, 2-horse stall, 7 acres land, large plantation, about 12 chains frontage. Price £1000.	[956, 234, 1108, 287]
ad-heading: WM. BRUCE,	[670, 1432, 764, 1449]
ad-body: R. E. BOWELL & CO., LTD., will offer by auction at their usual sale—Household Furniture, Harness, 2 Singer Sewing Machines, Paintings, Cutlery, Crockery, 2 Cross-cut Saws, Fruit, Vegetables, Potatoes and Poultry.	[8, 51, 154, 115]
ad-body: WE have been appointed Agents in the disposal of the celebrated Willow Park Estate, Opaki, which comprises	[801, 209, 947, 241]
ad-subheading: VICTORIA AVENUE, WANGANUI.	[328, 89, 458, 100]
listing: 1400 Acres, freehold, near Cambridge, Waikato, 600 acres in grass, all sub-divided, 20 paddocks, well fenced with flax, good 6-roomed house, stoneware and pantries, 8 hall cowshed and outbuildings, 3 miles from creamery, P.O., telephone, etc., 6 miles from Cambridge, good road. Terms easy. £4 per acre.	[642, 1494, 792, 1579]
seed-item: CHEWING'S FESCUE.	[801, 1840, 890, 1851]
ad-subheading: LAND AGENT,	[688, 1453, 746, 1464]
ad-subheading: AUCTIONEERS, ESTATE AGENTS, SHARE BROKERS.	[812, 1117, 936, 1138]
ad-body: WE are now prepared to make contracts for the HARVESTING AND PRESSING OF HAY.	[956, 1745, 1108, 1777]
ad-highlight: 6000 ACRES,	[512, 203, 600, 220]
ad-subheading: FARMS, SECTIONS, SHOPS, HOUSES.	[320, 773, 466, 784]
ad-list: SHEEP— 250 4-tooth ewes; 100 lambs; 50 2-year steers.	[8, 878, 154, 898]
column-rule	[637, 36, 638, 1736]
ad-body: PROPERTY WITHIN 9 MILES OF WANGANUI.	[493, 1376, 619, 1398]
ad-body: THE property of Wm. E. Dive, Esq., and now in the occupation of Messrs Robertson Bros., containing 1000 acres, more or less, to be offered in lots of from 131 to 120 acres, more or less, and will be offered for sale by PUBLIC TENDER ON TUESDAY, the 14th DAY OF APRIL, 1908. This splendid bench farm is too well and favourably known to require special comment, as for situation and quality it is unsurpassed, particularly for dairying, and is within half a mile of Hawera Borough and Waimate Dairy Factory and Railway Station. Plans of sub-division, forms of tender, and conditions of sale of this grand property to be obtained from Mr B. Dive, Eltham, or from	[163, 507, 307, 698]
ad-body: Rape, Turnip and Grass Seeds in stock FOR SALE.	[956, 1829, 1108, 1851]
